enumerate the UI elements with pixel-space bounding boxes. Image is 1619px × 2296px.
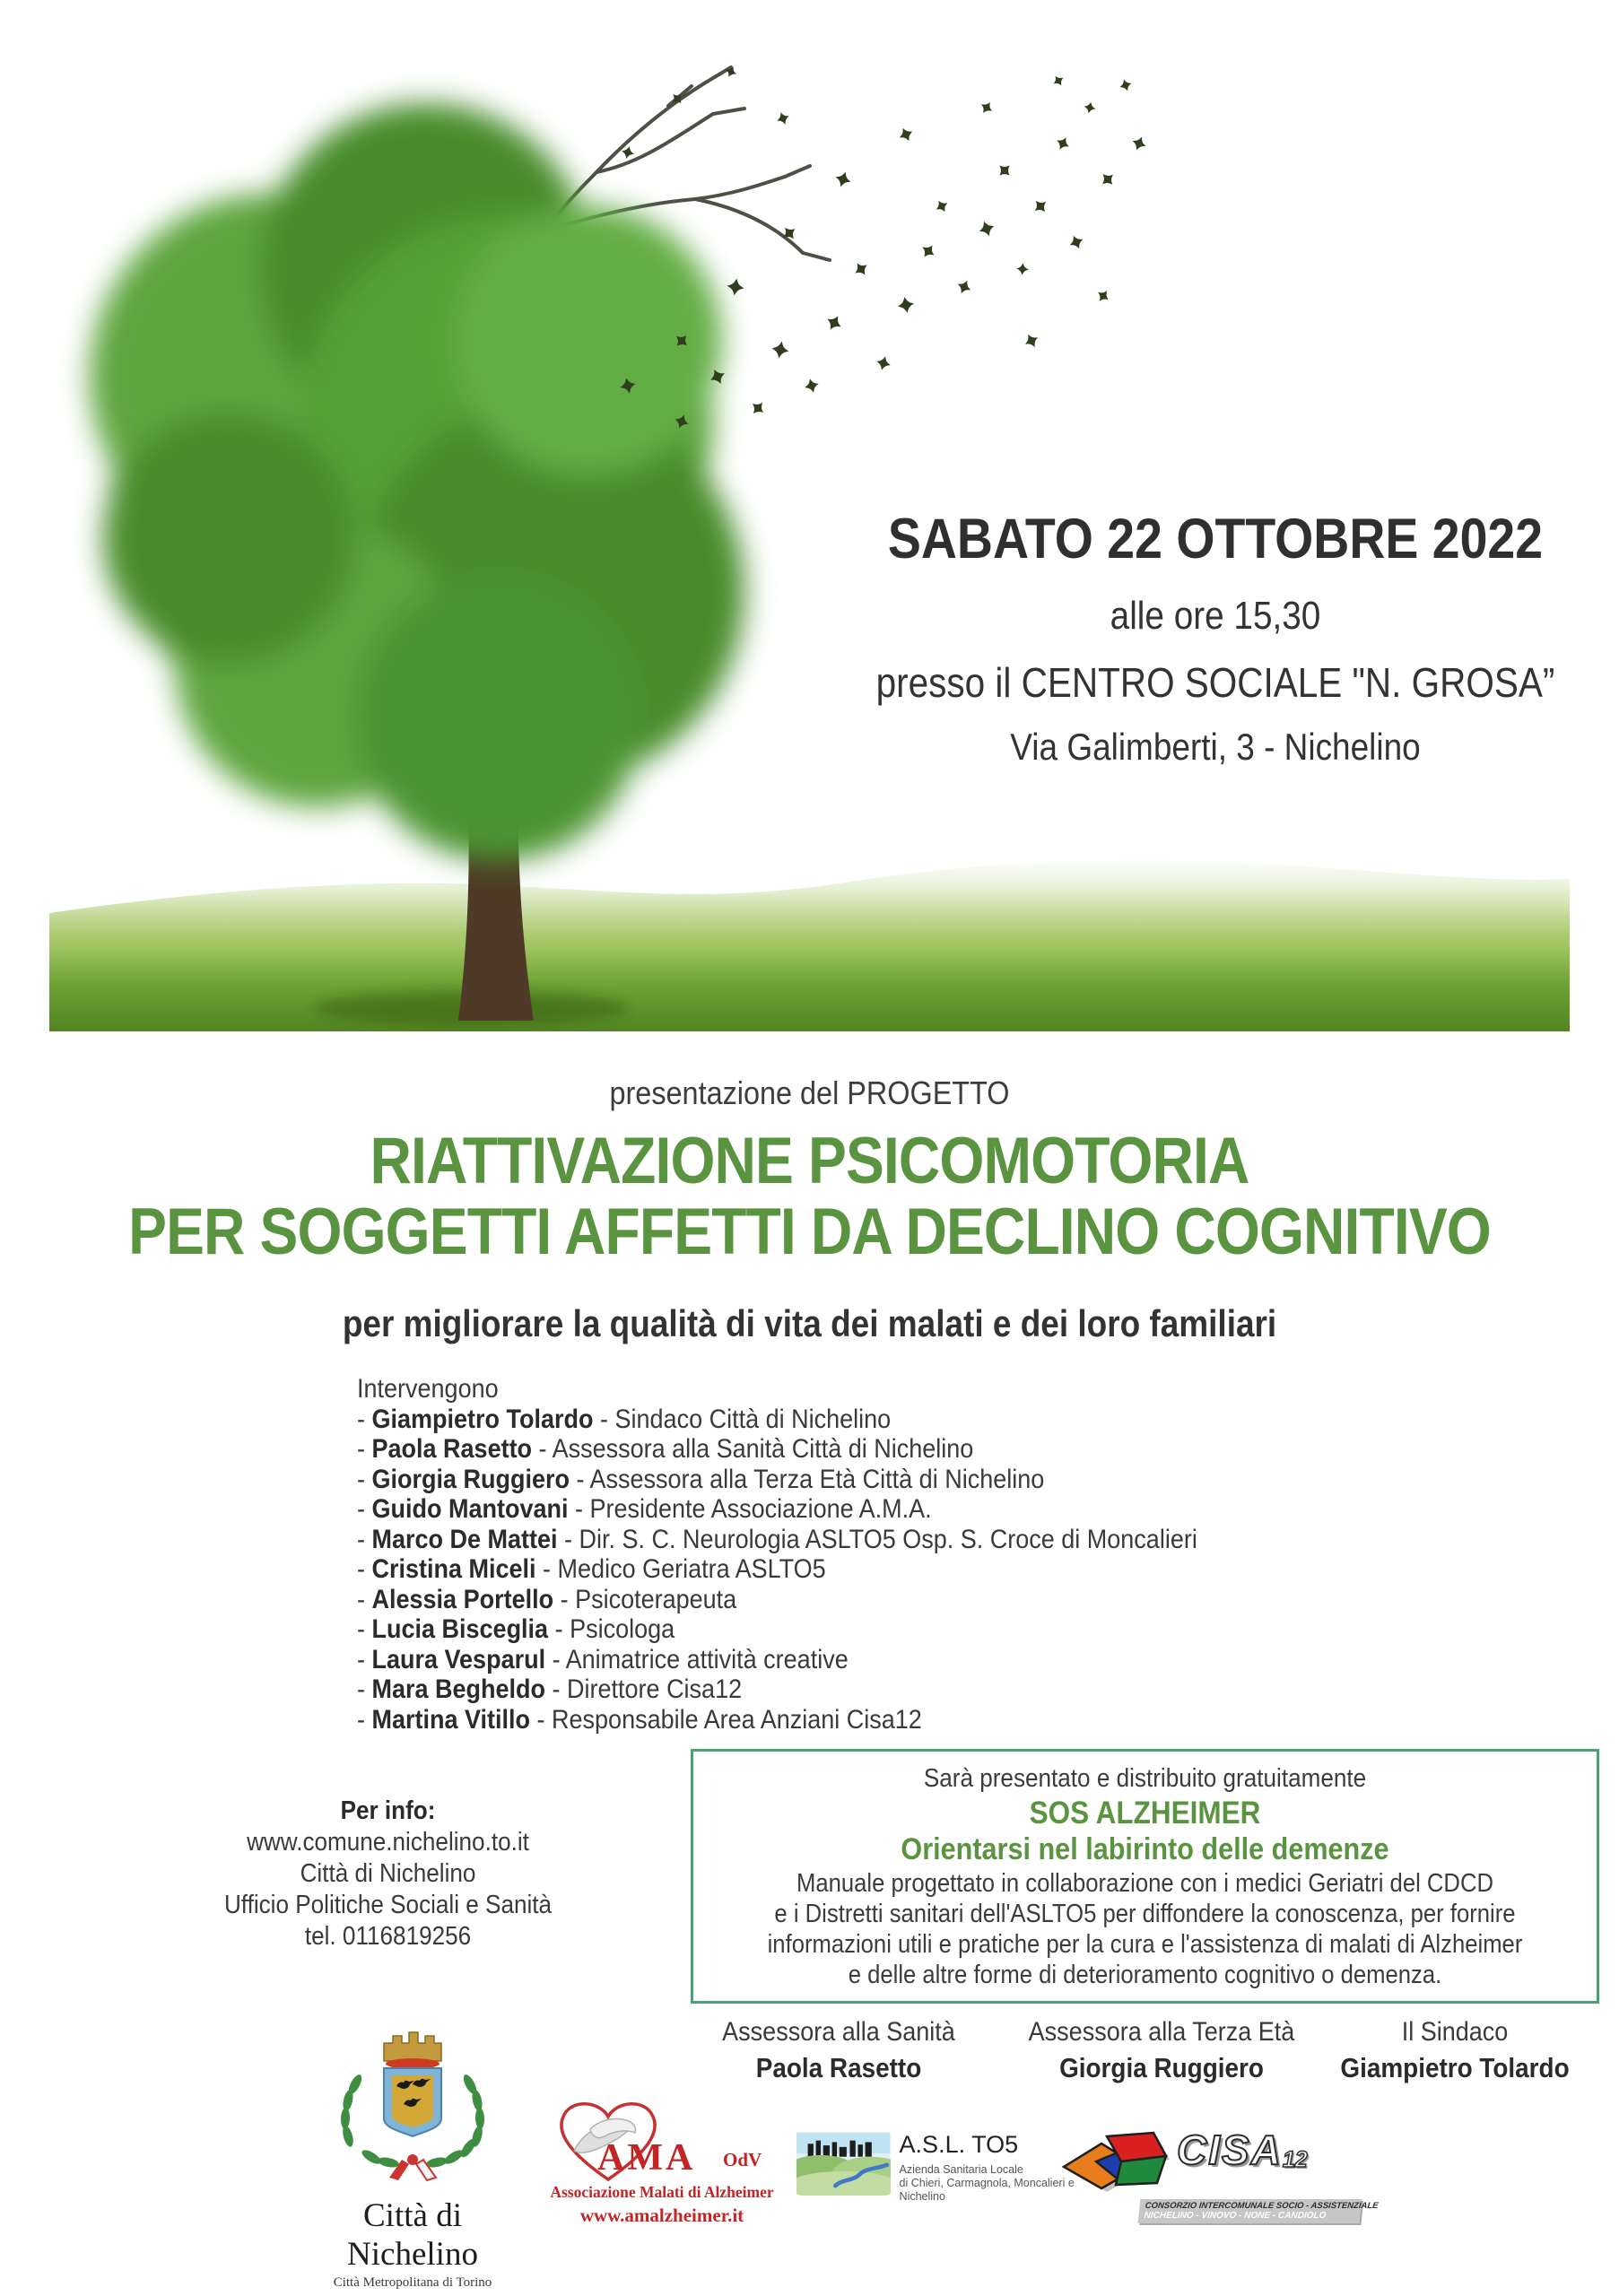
speakers-list xyxy=(357,1405,1406,1735)
speaker-role: - Medico Geriatra ASLTO5 xyxy=(535,1554,826,1584)
nichelino-logo xyxy=(296,2029,529,2291)
page-title xyxy=(97,1126,1521,1267)
asl-logo xyxy=(796,2129,1101,2204)
speaker-role: - Responsabile Area Anziani Cisa12 xyxy=(530,1704,922,1735)
speaker-name: Alessia Portello xyxy=(371,1584,554,1614)
speaker-role: - Sindaco Città di Nichelino xyxy=(593,1404,892,1434)
asl-logo-line2: di Chieri, Carmagnola, Moncalieri e Nichelino xyxy=(899,2177,1075,2203)
book-subtitle: Orientarsi nel labirinto delle demenze xyxy=(901,1832,1389,1866)
event-details xyxy=(825,508,1606,770)
book-description-line: e delle altre forme di deterioramento cognitivo o demenza. xyxy=(848,1961,1442,1989)
speaker-item: - Lucia Bisceglia - Psicologa xyxy=(357,1614,675,1644)
speaker-name: Martina Vitillo xyxy=(371,1704,531,1735)
ama-logo-line1: Associazione Malati di Alzheimer xyxy=(550,2183,774,2201)
cisa-logo xyxy=(1060,2126,1380,2223)
speaker-role: - Psicoterapeuta xyxy=(553,1584,737,1614)
speaker-name: Lucia Bisceglia xyxy=(371,1614,549,1644)
signature-name: Paola Rasetto xyxy=(755,2052,922,2083)
speakers-section xyxy=(357,1374,1406,1735)
book-description-line: Manuale progettato in collaborazione con i medici Geriatri del CDCD xyxy=(796,1869,1494,1898)
speaker-item: - Giampietro Tolardo - Sindaco Città di Nichelino xyxy=(357,1404,892,1434)
speaker-item: - Cristina Miceli - Medico Geriatra ASLTO5 xyxy=(357,1554,826,1584)
speaker-item: - Laura Vesparul - Animatrice attività creative xyxy=(357,1644,849,1674)
contact-info-lines xyxy=(164,1827,613,1952)
speaker-name: Laura Vesparul xyxy=(371,1644,546,1674)
signature-name: Giorgia Ruggiero xyxy=(1059,2052,1264,2083)
speaker-item: - Guido Mantovani - Presidente Associazione A.M.A. xyxy=(357,1494,932,1524)
signature-role: Assessora alla Terza Età xyxy=(1028,2017,1295,2047)
event-address: Via Galimberti, 3 - Nichelino xyxy=(1010,726,1421,768)
speaker-item: - Paola Rasetto - Assessora alla Sanità Città di Nichelino xyxy=(357,1434,974,1464)
ama-logo-suffix: OdV xyxy=(723,2149,762,2170)
nichelino-logo-title: Città di Nichelino xyxy=(347,2197,478,2273)
info-line: www.comune.nichelino.to.it xyxy=(247,1828,529,1857)
book-description-line: e i Distretti sanitari dell'ASLTO5 per diffondere la conoscenza, per fornire xyxy=(774,1900,1516,1928)
ama-logo-acronym: AMA xyxy=(597,2137,696,2179)
signature-tolardo xyxy=(1334,2016,1576,2084)
speaker-role: - Psicologa xyxy=(548,1614,675,1644)
speaker-role: - Presidente Associazione A.M.A. xyxy=(568,1494,932,1524)
signature-rasetto xyxy=(706,2016,972,2084)
contact-info xyxy=(164,1796,613,1952)
speaker-role: - Assessora alla Sanità Città di Nichelino xyxy=(532,1434,974,1464)
book-description xyxy=(746,1868,1543,1990)
title-line2: PER SOGGETTI AFFETTI DA DECLINO COGNITIVO xyxy=(128,1196,1491,1268)
speaker-role: - Animatrice attività creative xyxy=(545,1644,849,1674)
speaker-name: Giorgia Ruggiero xyxy=(371,1464,570,1494)
speaker-name: Marco De Mattei xyxy=(371,1524,558,1554)
presentation-label: presentazione del PROGETTO xyxy=(609,1074,1010,1111)
book-description-line: informazioni utili e pratiche per la cura e l'assistenza di malati di Alzheimer xyxy=(767,1930,1523,1959)
speaker-item: - Mara Begheldo - Direttore Cisa12 xyxy=(357,1674,743,1704)
speaker-item: - Giorgia Ruggiero - Assessora alla Terza Età Città di Nichelino xyxy=(357,1464,1045,1494)
cisa-logo-line2: NICHELINO - VINOVO - NONE - CANDIOLO xyxy=(1143,2211,1327,2221)
book-intro: Sarà presentato e distribuito gratuitamente xyxy=(923,1764,1367,1793)
event-time: alle ore 15,30 xyxy=(1110,594,1321,638)
asl-logo-line1: Azienda Sanitaria Locale xyxy=(899,2163,1023,2176)
asl-landscape-icon xyxy=(796,2129,891,2196)
speaker-role: - Assessora alla Terza Età Città di Nichelino xyxy=(570,1464,1045,1494)
title-line1: RIATTIVAZIONE PSICOMOTORIA xyxy=(370,1125,1249,1197)
cisa-logo-line1: CONSORZIO INTERCOMUNALE SOCIO - ASSISTENZIALE xyxy=(1145,2201,1380,2211)
info-line: tel. 0116819256 xyxy=(304,1922,472,1951)
signature-name: Giampietro Tolardo xyxy=(1340,2052,1570,2083)
speaker-role: - Dir. S. C. Neurologia ASLTO5 Osp. S. Croce di Moncalieri xyxy=(557,1524,1197,1554)
tree-crown xyxy=(90,103,744,861)
info-line: Ufficio Politiche Sociali e Sanità xyxy=(223,1891,553,1919)
speaker-name: Cristina Miceli xyxy=(371,1554,536,1584)
speaker-name: Paola Rasetto xyxy=(371,1434,533,1464)
wreath-ribbon xyxy=(389,2154,436,2180)
subtitle: per migliorare la qualità di vita dei malati e dei loro familiari xyxy=(342,1302,1277,1344)
speaker-name: Guido Mantovani xyxy=(371,1494,569,1524)
ama-logo-line2: www.amalzheimer.it xyxy=(579,2205,744,2226)
cisa-diamonds-icon xyxy=(1060,2127,1177,2197)
speaker-name: Giampietro Tolardo xyxy=(371,1404,594,1434)
event-venue: presso il CENTRO SOCIALE "N. GROSA” xyxy=(875,659,1555,706)
speaker-item: - Alessia Portello - Psicoterapeuta xyxy=(357,1584,737,1614)
speaker-item: - Marco De Mattei - Dir. S. C. Neurologia ASLTO5 Osp. S. Croce di Moncalieri xyxy=(357,1524,1197,1554)
nichelino-logo-subtitle: Città Metropolitana di Torino xyxy=(333,2275,492,2290)
book-box xyxy=(691,1749,1599,2004)
signature-role: Il Sindaco xyxy=(1401,2017,1509,2047)
speaker-item: - Martina Vitillo - Responsabile Area Anziani Cisa12 xyxy=(357,1704,922,1735)
speakers-heading: Intervengono xyxy=(357,1374,499,1404)
nichelino-crest-icon xyxy=(296,2029,529,2187)
cisa-logo-number: 12 xyxy=(1282,2147,1308,2172)
signature-role: Assessora alla Sanità xyxy=(722,2017,955,2047)
info-line: Città di Nichelino xyxy=(300,1859,476,1888)
speaker-name: Mara Begheldo xyxy=(371,1674,546,1704)
cisa-logo-acronym: CISA xyxy=(1177,2126,1283,2173)
event-date: SABATO 22 OTTOBRE 2022 xyxy=(887,508,1544,570)
ama-logo xyxy=(527,2097,796,2227)
asl-logo-title: A.S.L. TO5 xyxy=(899,2131,1019,2158)
book-title: SOS ALZHEIMER xyxy=(1029,1796,1261,1831)
speaker-role: - Direttore Cisa12 xyxy=(545,1674,743,1704)
signature-ruggiero xyxy=(1029,2016,1295,2084)
contact-info-heading: Per info: xyxy=(340,1796,436,1825)
